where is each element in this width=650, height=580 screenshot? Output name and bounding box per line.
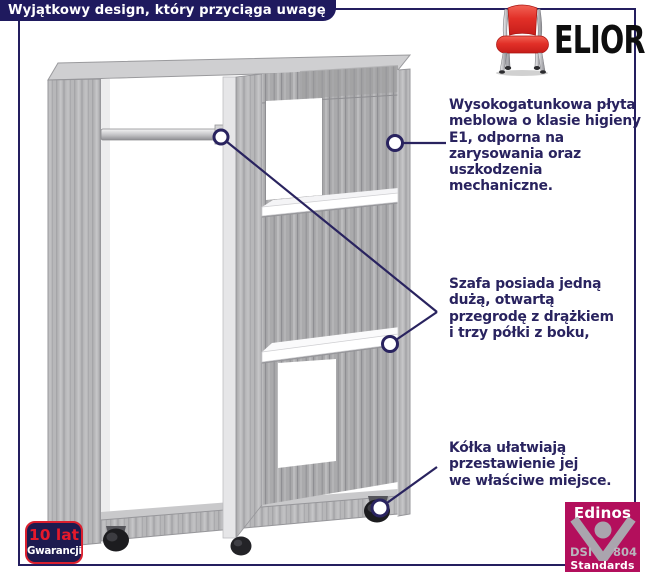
banner-text: Wyjątkowy design, który przyciąga uwagę [8, 3, 326, 18]
middle-divider-edge [223, 77, 236, 538]
callout-marker-rail [214, 130, 228, 144]
wheel-rear [231, 537, 252, 556]
annotation-line: zarysowania oraz [449, 145, 581, 162]
interior-shading [101, 79, 110, 543]
hanging-section-interior [101, 77, 223, 543]
annotation-line: mechaniczne. [449, 178, 553, 195]
annotation-compartments [449, 276, 614, 341]
annotation-line: dużą, otwartą [449, 292, 555, 309]
annotation-line: meblowa o klasie higieny [449, 113, 641, 130]
banner [0, 0, 336, 21]
callout-marker-wheel [372, 500, 388, 516]
warranty-years: 10 lat [28, 526, 80, 544]
warranty-badge [25, 521, 83, 564]
compartment-3-opening [278, 359, 336, 468]
standards-badge [565, 502, 640, 572]
middle-divider-side [236, 74, 262, 538]
wardrobe-left-panel [48, 79, 101, 548]
annotation-line: we właściwe miejsce. [449, 472, 612, 489]
standards-brand: Edinos [573, 504, 632, 522]
annotation-wheels [449, 440, 611, 489]
callout-marker-shelf [383, 337, 398, 352]
annotation-line: Wysokogatunkowa płyta [449, 97, 636, 113]
callout-marker-panel [388, 136, 403, 151]
brand-name: ELIOR [554, 18, 645, 62]
annotation-line: uszkodzenia [449, 162, 543, 179]
standards-bottom-label: Standards [570, 559, 635, 572]
annotation-line: E1, odporna na [449, 129, 564, 146]
annotation-board-quality [449, 97, 641, 195]
annotation-line: Kółka ułatwiają [449, 440, 567, 456]
standards-left-code: DSI [570, 545, 593, 559]
compartment-1-opening [266, 98, 322, 200]
warranty-label: Gwarancji [27, 545, 82, 557]
standards-right-code: 804 [612, 545, 637, 559]
annotation-line: przestawienie jej [449, 456, 579, 473]
annotation-line: Szafa posiada jedną [449, 276, 602, 292]
brand-logo [494, 2, 644, 82]
annotation-line: i trzy półki z boku, [449, 324, 590, 341]
red-chair-icon [494, 3, 551, 77]
annotation-line: przegrodę z drążkiem [449, 308, 614, 325]
